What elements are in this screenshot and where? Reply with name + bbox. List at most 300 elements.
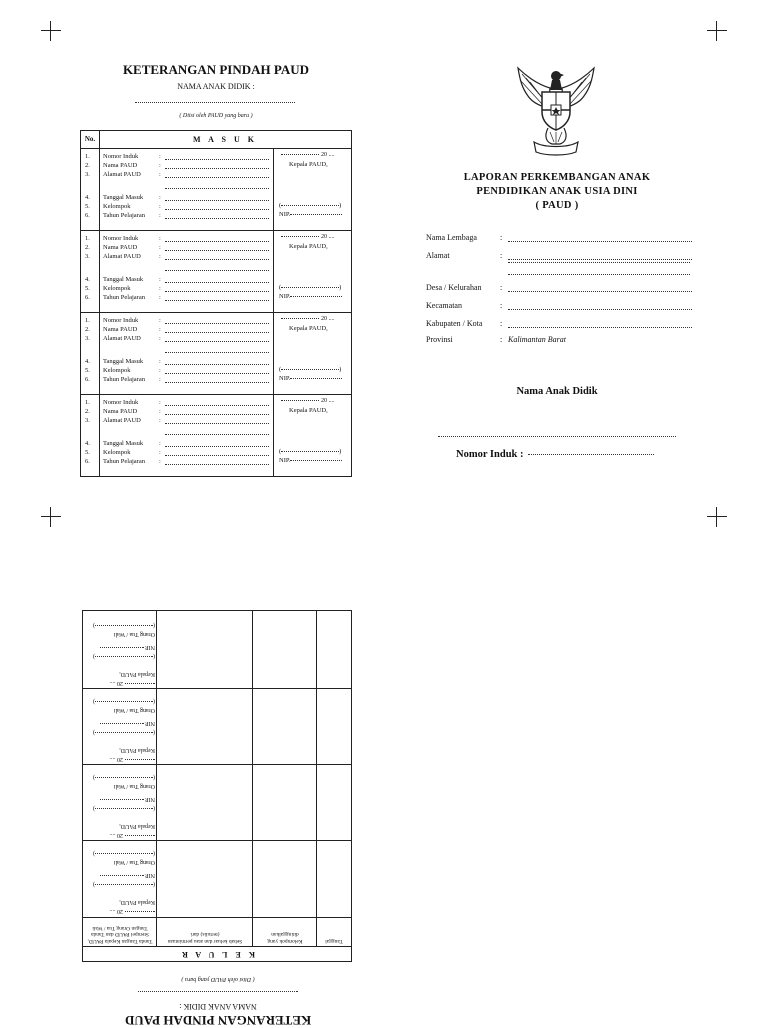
signature-year: 20 .... bbox=[321, 152, 335, 158]
row-divider bbox=[83, 764, 351, 765]
form-note: ( Diisi oleh PAUD yang baru ) bbox=[179, 113, 253, 119]
address-line-2 bbox=[508, 262, 690, 263]
name-line bbox=[281, 451, 339, 452]
field-line bbox=[165, 455, 269, 456]
field-number: 3. bbox=[85, 171, 90, 178]
signature-name bbox=[83, 727, 155, 736]
garuda-emblem-icon bbox=[514, 66, 598, 156]
student-number-field bbox=[456, 449, 654, 460]
bracket-open: ( bbox=[153, 850, 155, 856]
date-line bbox=[281, 154, 319, 155]
signature-title: Kepala PAUD, bbox=[289, 325, 328, 332]
column-header-sebab: Sebab keluar dan atau permintaan (tertulis) dari bbox=[157, 917, 253, 947]
field-line bbox=[165, 323, 269, 324]
field-label: Tanggal Masuk bbox=[103, 358, 144, 365]
field-row bbox=[81, 152, 271, 161]
signature-title: Kepala PAUD, bbox=[289, 407, 328, 414]
report-cover bbox=[424, 58, 694, 478]
field-line bbox=[165, 291, 269, 292]
signature-nip bbox=[279, 457, 342, 464]
field-label: Kelompok bbox=[103, 285, 131, 292]
institution-field bbox=[426, 232, 694, 244]
field-colon: : bbox=[159, 294, 161, 301]
field-number: 5. bbox=[85, 449, 90, 456]
signature-year: 20 .... bbox=[321, 316, 335, 322]
column-header-keluar: K E L U A R bbox=[83, 946, 351, 961]
nip-label: NIP. bbox=[279, 457, 291, 464]
field-number: 3. bbox=[85, 417, 90, 424]
student-number-label: Nomor Induk : bbox=[456, 449, 524, 460]
signature-nip bbox=[83, 642, 155, 651]
field-colon: : bbox=[159, 326, 161, 333]
field-line bbox=[165, 177, 269, 178]
field-line bbox=[165, 188, 269, 189]
bracket-close: ) bbox=[93, 881, 95, 887]
entry-block bbox=[81, 394, 351, 476]
bracket-open: ( bbox=[153, 774, 155, 780]
field-label: Tahun Pelajaran bbox=[103, 376, 145, 383]
form-title: KETERANGAN PINDAH PAUD bbox=[124, 1013, 312, 1028]
signature-nip bbox=[279, 293, 342, 300]
signature-date bbox=[83, 830, 155, 839]
bracket-open: ( bbox=[279, 366, 282, 373]
signature-title: Kepala PAUD, bbox=[119, 823, 155, 829]
field-label: Alamat PAUD bbox=[103, 253, 141, 260]
field-line bbox=[165, 405, 269, 406]
field-line bbox=[165, 270, 269, 271]
crop-mark-top-left bbox=[41, 21, 61, 41]
field-label: Nama PAUD bbox=[103, 408, 138, 415]
date-line bbox=[125, 911, 155, 912]
parent-label: Orang Tua / Wali bbox=[113, 631, 155, 637]
field-colon: : bbox=[159, 358, 161, 365]
bracket-close: ) bbox=[93, 622, 95, 628]
signature-name bbox=[279, 284, 341, 291]
signature-nip bbox=[279, 375, 342, 382]
signature-date bbox=[281, 152, 335, 158]
institution-field bbox=[426, 334, 694, 346]
cover-title-line-3: ( PAUD ) bbox=[535, 200, 579, 211]
field-line bbox=[165, 168, 269, 169]
field-label: Nomor Induk bbox=[103, 235, 139, 242]
parent-label: Orang Tua / Wali bbox=[113, 859, 155, 865]
signature-cell bbox=[83, 763, 155, 839]
field-row bbox=[81, 357, 271, 366]
institution-field-label: Desa / Kelurahan bbox=[426, 283, 482, 292]
field-colon: : bbox=[159, 417, 161, 424]
field-number: 2. bbox=[85, 326, 90, 333]
field-line bbox=[508, 309, 692, 310]
transfer-form-outgoing bbox=[80, 610, 356, 1028]
signature-date bbox=[281, 234, 335, 240]
bracket-close: ) bbox=[93, 805, 95, 811]
field-label: Nama PAUD bbox=[103, 162, 138, 169]
field-label: Kelompok bbox=[103, 203, 131, 210]
field-label: Alamat PAUD bbox=[103, 171, 141, 178]
column-header-kelompok: Kelompok yang ditinggalkan bbox=[253, 917, 317, 947]
table-divider bbox=[316, 611, 317, 947]
field-line bbox=[508, 327, 692, 328]
signature-nip bbox=[279, 211, 342, 218]
bracket-open: ( bbox=[153, 729, 155, 735]
field-row bbox=[81, 448, 271, 457]
bracket-open: ( bbox=[279, 202, 282, 209]
field-row bbox=[81, 375, 271, 384]
date-line bbox=[281, 318, 319, 319]
signature-date bbox=[281, 316, 335, 322]
field-colon: : bbox=[159, 449, 161, 456]
student-name-line bbox=[438, 436, 676, 437]
name-line bbox=[281, 205, 339, 206]
field-colon: : bbox=[159, 399, 161, 406]
institution-field bbox=[426, 300, 694, 312]
field-line bbox=[165, 241, 269, 242]
institution-field-value: Kalimantan Barat bbox=[508, 335, 567, 344]
field-row bbox=[81, 252, 271, 261]
field-row bbox=[81, 325, 271, 334]
form-subtitle: NAMA ANAK DIDIK : bbox=[179, 1002, 257, 1011]
field-line bbox=[165, 434, 269, 435]
name-line bbox=[95, 808, 153, 809]
field-number: 5. bbox=[85, 203, 90, 210]
bracket-open: ( bbox=[153, 698, 155, 704]
name-line bbox=[95, 884, 153, 885]
field-number: 4. bbox=[85, 358, 90, 365]
signature-cell bbox=[83, 611, 155, 687]
bracket-close: ) bbox=[93, 698, 95, 704]
field-label: Tanggal Masuk bbox=[103, 276, 144, 283]
field-colon: : bbox=[500, 233, 503, 242]
field-number: 5. bbox=[85, 285, 90, 292]
transfer-form-incoming bbox=[80, 58, 352, 478]
field-colon: : bbox=[159, 376, 161, 383]
field-row bbox=[81, 275, 271, 284]
field-number: 2. bbox=[85, 244, 90, 251]
field-number: 6. bbox=[85, 294, 90, 301]
bracket-close: ) bbox=[93, 774, 95, 780]
date-line bbox=[125, 835, 155, 836]
student-name-line bbox=[135, 102, 295, 103]
name-line bbox=[95, 853, 153, 854]
date-line bbox=[125, 759, 155, 760]
signature-year: 20 .... bbox=[109, 680, 123, 686]
parent-name bbox=[83, 772, 155, 781]
parent-label: Orang Tua / Wali bbox=[113, 783, 155, 789]
field-label: Nomor Induk bbox=[103, 399, 139, 406]
crop-mark-top-right bbox=[707, 21, 727, 41]
nip-line bbox=[290, 214, 342, 215]
form-title: KETERANGAN PINDAH PAUD bbox=[122, 62, 310, 77]
field-number: 6. bbox=[85, 458, 90, 465]
field-row bbox=[81, 234, 271, 243]
column-header-tanggal: Tanggal bbox=[317, 917, 351, 947]
field-row bbox=[81, 170, 271, 179]
field-row bbox=[81, 407, 271, 416]
nip-line bbox=[290, 296, 342, 297]
institution-field-label: Nama Lembaga bbox=[426, 233, 477, 242]
field-line bbox=[165, 332, 269, 333]
field-line bbox=[165, 218, 269, 219]
nip-label: NIP. bbox=[144, 872, 155, 878]
row-divider bbox=[83, 840, 351, 841]
institution-field-label: Alamat bbox=[426, 251, 450, 260]
parent-name bbox=[83, 848, 155, 857]
field-colon: : bbox=[159, 235, 161, 242]
field-row bbox=[81, 193, 271, 202]
field-line bbox=[165, 200, 269, 201]
signature-title: Kepala PAUD, bbox=[289, 243, 328, 250]
signature-date bbox=[83, 906, 155, 915]
field-line bbox=[508, 259, 692, 260]
field-number: 4. bbox=[85, 440, 90, 447]
signature-name bbox=[83, 879, 155, 888]
institution-field-label: Provinsi bbox=[426, 335, 453, 344]
table-header bbox=[81, 131, 351, 149]
field-label: Nomor Induk bbox=[103, 317, 139, 324]
outgoing-table bbox=[82, 610, 352, 962]
bracket-open: ( bbox=[279, 448, 282, 455]
field-line bbox=[165, 159, 269, 160]
field-label: Alamat PAUD bbox=[103, 417, 141, 424]
bracket-close: ) bbox=[93, 850, 95, 856]
parent-label: Orang Tua / Wali bbox=[113, 707, 155, 713]
entry-block bbox=[81, 312, 351, 395]
parent-name bbox=[83, 620, 155, 629]
date-line bbox=[125, 683, 155, 684]
institution-field-label: Kabupaten / Kota bbox=[426, 319, 483, 328]
field-line bbox=[508, 291, 692, 292]
field-number: 4. bbox=[85, 276, 90, 283]
field-label: Tanggal Masuk bbox=[103, 440, 144, 447]
field-row bbox=[81, 161, 271, 170]
column-header-no: No. bbox=[81, 131, 100, 148]
bracket-close: ) bbox=[93, 729, 95, 735]
table-divider bbox=[252, 611, 253, 947]
signature-year: 20 .... bbox=[109, 756, 123, 762]
nip-line bbox=[100, 723, 144, 724]
entry-block bbox=[81, 230, 351, 313]
cover-title-line-1: LAPORAN PERKEMBANGAN ANAK bbox=[463, 172, 651, 183]
nip-line bbox=[100, 647, 144, 648]
field-row bbox=[81, 284, 271, 293]
field-row bbox=[81, 316, 271, 325]
bracket-open: ( bbox=[279, 284, 282, 291]
row-divider bbox=[83, 688, 351, 689]
field-label: Nomor Induk bbox=[103, 153, 139, 160]
nip-label: NIP. bbox=[144, 720, 155, 726]
field-colon: : bbox=[159, 285, 161, 292]
signature-cell bbox=[83, 839, 155, 915]
signature-name bbox=[279, 366, 341, 373]
field-number: 6. bbox=[85, 212, 90, 219]
field-label: Alamat PAUD bbox=[103, 335, 141, 342]
field-colon: : bbox=[159, 212, 161, 219]
signature-title: Kepala PAUD, bbox=[119, 899, 155, 905]
field-colon: : bbox=[159, 335, 161, 342]
nip-line bbox=[290, 378, 342, 379]
field-label: Tahun Pelajaran bbox=[103, 294, 145, 301]
bracket-close: ) bbox=[339, 366, 342, 373]
signature-nip bbox=[83, 718, 155, 727]
field-colon: : bbox=[159, 153, 161, 160]
field-colon: : bbox=[500, 335, 503, 344]
field-line bbox=[165, 282, 269, 283]
nip-label: NIP. bbox=[144, 644, 155, 650]
name-line bbox=[95, 701, 153, 702]
signature-cell bbox=[83, 687, 155, 763]
field-colon: : bbox=[159, 194, 161, 201]
field-row bbox=[81, 293, 271, 302]
field-colon: : bbox=[159, 440, 161, 447]
field-colon: : bbox=[500, 251, 503, 260]
field-colon: : bbox=[159, 408, 161, 415]
field-colon: : bbox=[159, 458, 161, 465]
field-line bbox=[165, 250, 269, 251]
field-row bbox=[81, 457, 271, 466]
bracket-open: ( bbox=[153, 622, 155, 628]
field-number: 1. bbox=[85, 153, 90, 160]
date-line bbox=[281, 400, 319, 401]
name-line bbox=[95, 656, 153, 657]
name-line bbox=[281, 287, 339, 288]
signature-title: Kepala PAUD, bbox=[119, 747, 155, 753]
field-number: 2. bbox=[85, 408, 90, 415]
signature-year: 20 .... bbox=[321, 234, 335, 240]
bracket-open: ( bbox=[153, 881, 155, 887]
bracket-close: ) bbox=[93, 653, 95, 659]
institution-field bbox=[426, 250, 694, 262]
institution-field-label: Kecamatan bbox=[426, 301, 462, 310]
field-colon: : bbox=[159, 276, 161, 283]
field-number: 3. bbox=[85, 253, 90, 260]
field-colon: : bbox=[159, 367, 161, 374]
form-note: ( Diisi oleh PAUD yang baru ) bbox=[181, 976, 255, 982]
signature-year: 20 .... bbox=[109, 832, 123, 838]
signature-date bbox=[83, 754, 155, 763]
field-line bbox=[165, 352, 269, 353]
bracket-close: ) bbox=[339, 202, 342, 209]
field-row bbox=[81, 439, 271, 448]
field-line bbox=[165, 209, 269, 210]
field-number: 4. bbox=[85, 194, 90, 201]
signature-name bbox=[279, 202, 341, 209]
field-number: 1. bbox=[85, 399, 90, 406]
field-row bbox=[81, 416, 271, 425]
signature-year: 20 .... bbox=[109, 908, 123, 914]
field-row bbox=[81, 211, 271, 220]
field-line bbox=[165, 341, 269, 342]
signature-title: Kepala PAUD, bbox=[119, 671, 155, 677]
field-number: 1. bbox=[85, 317, 90, 324]
field-colon: : bbox=[159, 317, 161, 324]
field-row bbox=[81, 366, 271, 375]
field-colon: : bbox=[500, 283, 503, 292]
field-row bbox=[81, 334, 271, 343]
signature-nip bbox=[83, 794, 155, 803]
field-label: Tahun Pelajaran bbox=[103, 458, 145, 465]
date-line bbox=[281, 236, 319, 237]
field-row bbox=[81, 398, 271, 407]
field-label: Kelompok bbox=[103, 367, 131, 374]
institution-field bbox=[426, 318, 694, 330]
nip-label: NIP. bbox=[144, 796, 155, 802]
field-colon: : bbox=[500, 319, 503, 328]
signature-year: 20 .... bbox=[321, 398, 335, 404]
field-line bbox=[165, 423, 269, 424]
field-colon: : bbox=[159, 203, 161, 210]
form-subtitle: NAMA ANAK DIDIK : bbox=[177, 82, 255, 91]
field-colon: : bbox=[159, 253, 161, 260]
field-label: Nama PAUD bbox=[103, 244, 138, 251]
bracket-close: ) bbox=[339, 448, 342, 455]
signature-name bbox=[279, 448, 341, 455]
field-colon: : bbox=[159, 244, 161, 251]
nip-label: NIP. bbox=[279, 211, 291, 218]
field-label: Kelompok bbox=[103, 449, 131, 456]
nip-label: NIP. bbox=[279, 375, 291, 382]
field-colon: : bbox=[159, 171, 161, 178]
student-name-label: Nama Anak Didik bbox=[516, 386, 598, 397]
field-line bbox=[165, 414, 269, 415]
entry-block bbox=[81, 148, 351, 231]
field-line bbox=[165, 300, 269, 301]
field-number: 6. bbox=[85, 376, 90, 383]
bracket-open: ( bbox=[153, 805, 155, 811]
field-colon: : bbox=[500, 301, 503, 310]
field-line bbox=[165, 259, 269, 260]
institution-field bbox=[426, 282, 694, 294]
signature-date bbox=[281, 398, 335, 404]
field-line bbox=[165, 464, 269, 465]
field-line bbox=[165, 382, 269, 383]
nip-line bbox=[100, 799, 144, 800]
student-name-line bbox=[138, 991, 298, 992]
signature-nip bbox=[83, 870, 155, 879]
crop-mark-middle-right bbox=[707, 507, 727, 527]
field-line bbox=[165, 364, 269, 365]
field-line bbox=[165, 373, 269, 374]
crop-mark-middle-left bbox=[41, 507, 61, 527]
name-line bbox=[95, 732, 153, 733]
field-label: Tanggal Masuk bbox=[103, 194, 144, 201]
cover-title-line-2: PENDIDIKAN ANAK USIA DINI bbox=[476, 186, 638, 197]
column-header-tanda-tangan: Tanda Tangan Kepala PAUD, Stempel PAUD dan Tanda Tangan Orang Tua / Wali bbox=[83, 917, 157, 947]
incoming-table bbox=[80, 130, 352, 477]
field-label: Nama PAUD bbox=[103, 326, 138, 333]
field-colon: : bbox=[159, 162, 161, 169]
bracket-close: ) bbox=[339, 284, 342, 291]
student-number-line bbox=[528, 454, 654, 455]
field-line bbox=[508, 241, 692, 242]
field-number: 1. bbox=[85, 235, 90, 242]
nip-label: NIP. bbox=[279, 293, 291, 300]
name-line bbox=[95, 777, 153, 778]
field-label: Tahun Pelajaran bbox=[103, 212, 145, 219]
field-number: 2. bbox=[85, 162, 90, 169]
table-divider bbox=[156, 611, 157, 947]
address-line-3 bbox=[508, 274, 690, 275]
signature-title: Kepala PAUD, bbox=[289, 161, 328, 168]
name-line bbox=[95, 625, 153, 626]
bracket-open: ( bbox=[153, 653, 155, 659]
field-line bbox=[165, 446, 269, 447]
field-row bbox=[81, 202, 271, 211]
signature-date bbox=[83, 678, 155, 687]
nip-line bbox=[290, 460, 342, 461]
name-line bbox=[281, 369, 339, 370]
field-row bbox=[81, 243, 271, 252]
parent-name bbox=[83, 696, 155, 705]
